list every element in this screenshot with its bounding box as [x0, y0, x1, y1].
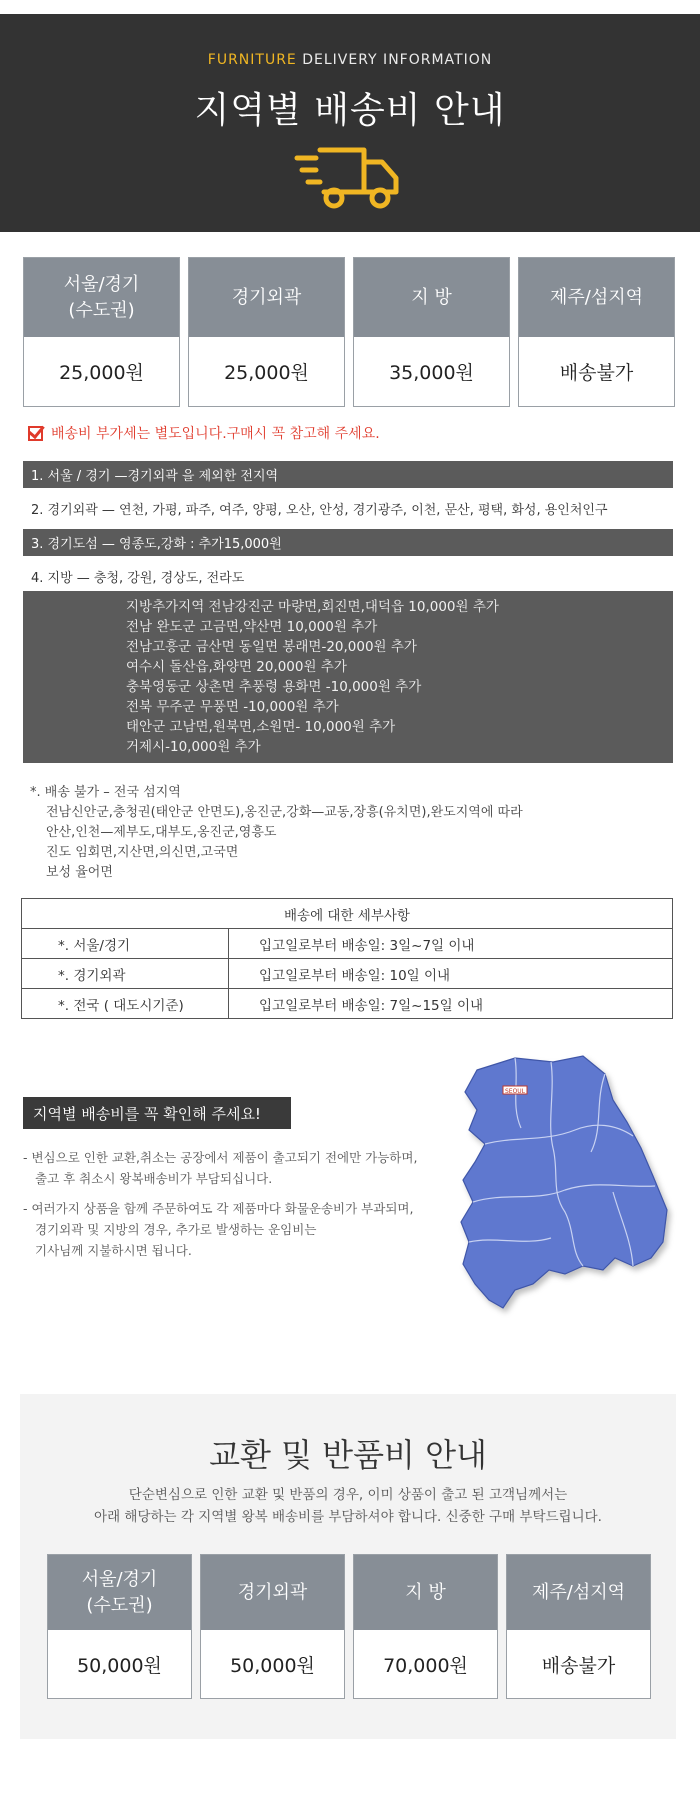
exchange-fee-cards	[47, 1554, 651, 1699]
notice-line: 기사님께 지불하시면 됩니다.	[35, 1243, 192, 1258]
extra-charge-line: 태안군 고남면,원북면,소원면- 10,000원 추가	[126, 719, 396, 735]
table-cell-info: 입고일로부터 배송일: 3일~7일 이내	[229, 929, 673, 959]
notice-item-1	[23, 1147, 463, 1189]
vat-note	[28, 423, 380, 443]
table-row	[22, 989, 673, 1019]
extra-charge-line: 여수시 돌산읍,화양면 20,000원 추가	[126, 659, 347, 675]
extra-charge-line: 충북영동군 상촌면 추풍령 용화면 -10,000원 추가	[126, 679, 422, 695]
header-banner	[0, 14, 700, 232]
table-cell-region: *. 서울/경기	[22, 929, 229, 959]
delivery-detail-table	[21, 898, 673, 1019]
fee-card-capital	[23, 257, 180, 407]
notice-line: 출고 후 취소시 왕복배송비가 부담되십니다.	[35, 1171, 273, 1186]
undeliverable-line: 안산,인천—제부도,대부도,옹진군,영흥도	[46, 825, 277, 840]
extra-charge-line: 지방추가지역 전남강진군 마량면,회진면,대덕읍 10,000원 추가	[126, 599, 499, 615]
extra-charge-line: 거제시-10,000원 추가	[126, 739, 261, 755]
exchange-card-capital	[47, 1554, 192, 1699]
exchange-card-outskirts	[200, 1554, 345, 1699]
exchange-title: 교환 및 반품비 안내	[209, 1436, 487, 1474]
fee-card-value: 배송불가	[541, 1654, 616, 1677]
region-row-3: 3. 경기도섬 — 영종도,강화 : 추가15,000원	[23, 529, 673, 556]
truck-icon	[294, 144, 404, 214]
exchange-card-provinces	[353, 1554, 498, 1699]
fee-card-region: 서울/경기 (수도권)	[24, 258, 179, 337]
notice-item-2	[23, 1198, 463, 1261]
delivery-fee-cards	[23, 257, 675, 407]
fee-card-region: 지 방	[354, 258, 509, 337]
notice-line: - 변심으로 인한 교환,취소는 공장에서 제품이 출고되기 전에만 가능하며,	[23, 1150, 418, 1165]
undeliverable-heading: *. 배송 불가 – 전국 섬지역	[30, 785, 181, 800]
undeliverable-line: 보성 율어면	[46, 865, 113, 880]
header-subtitle: FURNITURE DELIVERY INFORMATION	[207, 52, 493, 68]
fee-card-islands	[518, 257, 675, 407]
table-cell-region: *. 경기외곽	[22, 959, 229, 989]
exchange-description: 단순변심으로 인한 교환 및 반품의 경우, 이미 상품이 출고 된 고객님께서는 아래 해당하는 각 지역별 왕복 배송비를 부담하셔야 합니다. 신중한 구매 부탁드립니다.	[94, 1487, 602, 1525]
extra-charge-line: 전남고흥군 금산면 동일면 봉래면-20,000원 추가	[126, 639, 417, 655]
notice-line: - 여러가지 상품을 함께 주문하여도 각 제품마다 화물운송비가 부과되며,	[23, 1201, 414, 1216]
fee-card-region: 제주/섬지역	[507, 1555, 650, 1630]
map-label: SEOUL	[504, 1088, 526, 1095]
region-row-1: 1. 서울 / 경기 —경기외곽 을 제외한 전지역	[23, 461, 673, 488]
extra-charge-line: 전북 무주군 무풍면 -10,000원 추가	[126, 699, 339, 715]
undeliverable-line: 전남신안군,충청권(태안군 안면도),옹진군,강화—교동,장흥(유치면),완도지역에 따라	[46, 805, 523, 820]
region-row-2: 2. 경기외곽 — 연천, 가평, 파주, 여주, 양평, 오산, 안성, 경기광주, 이천, 문산, 평택, 화성, 용인처인구	[23, 493, 673, 523]
region-row-4: 4. 지방 — 충청, 강원, 경상도, 전라도	[23, 561, 673, 591]
undeliverable-line: 진도 임회면,지산면,의신면,고국면	[46, 845, 239, 860]
fee-card-region: 제주/섬지역	[519, 258, 674, 337]
fee-card-value: 50,000원	[230, 1654, 315, 1677]
fee-card-value: 70,000원	[383, 1654, 468, 1677]
fee-card-value: 50,000원	[77, 1654, 162, 1677]
table-title: 배송에 대한 세부사항	[22, 899, 673, 929]
table-cell-region: *. 전국 ( 대도시기준)	[22, 989, 229, 1019]
korea-map-icon	[455, 1052, 677, 1322]
extra-charge-line: 전남 완도군 고금면,약산면 10,000원 추가	[126, 619, 378, 635]
table-row	[22, 929, 673, 959]
fee-card-value: 35,000원	[389, 362, 474, 384]
fee-card-provinces	[353, 257, 510, 407]
page-title: 지역별 배송비 안내	[194, 90, 506, 131]
exchange-section	[20, 1394, 676, 1739]
fee-card-region: 지 방	[354, 1555, 497, 1630]
fee-card-value: 25,000원	[224, 362, 309, 384]
vat-note-text: 배송비 부가세는 별도입니다.구매시 꼭 참고해 주세요.	[51, 426, 380, 442]
fee-card-value: 배송불가	[559, 362, 634, 384]
fee-card-outskirts	[188, 257, 345, 407]
exchange-card-islands	[506, 1554, 651, 1699]
fee-card-value: 25,000원	[59, 362, 144, 384]
undeliverable-list	[30, 783, 523, 883]
extra-charge-box	[23, 591, 673, 763]
table-row	[22, 959, 673, 989]
checkbox-checked-icon	[28, 426, 43, 441]
fee-card-region: 경기외곽	[201, 1555, 344, 1630]
fee-card-region: 경기외곽	[189, 258, 344, 337]
table-cell-info: 입고일로부터 배송일: 7일~15일 이내	[229, 989, 673, 1019]
notice-line: 경기외곽 및 지방의 경우, 추가로 발생하는 운임비는	[35, 1222, 317, 1237]
table-cell-info: 입고일로부터 배송일: 10일 이내	[229, 959, 673, 989]
notice-label: 지역별 배송비를 꼭 확인해 주세요!	[23, 1097, 291, 1129]
table-header-row	[22, 899, 673, 929]
fee-card-region: 서울/경기 (수도권)	[48, 1555, 191, 1630]
